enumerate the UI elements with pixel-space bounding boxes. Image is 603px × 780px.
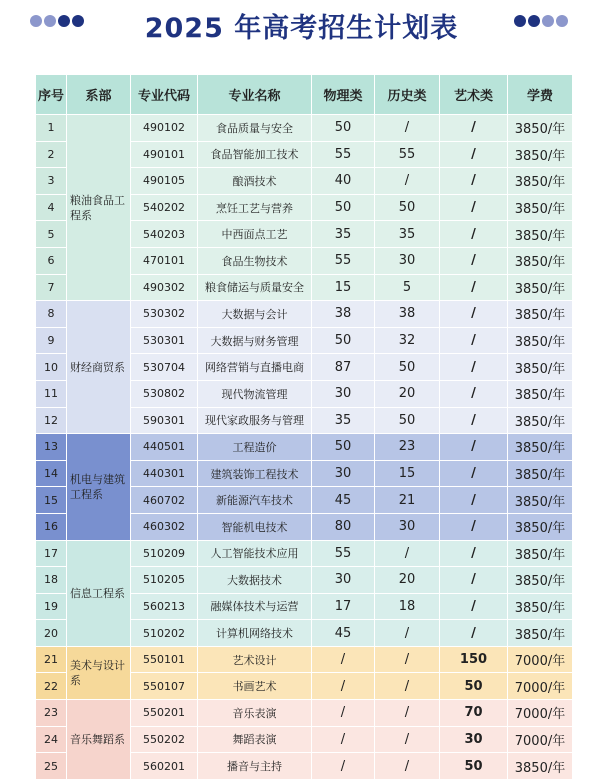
physics-quota: 50 (312, 327, 375, 354)
header-art: 艺术类 (440, 75, 508, 115)
row-index: 14 (36, 460, 67, 487)
row-index: 23 (36, 700, 67, 727)
tuition: 3850/年 (508, 354, 573, 381)
row-index: 5 (36, 221, 67, 248)
physics-quota: 50 (312, 434, 375, 461)
physics-quota: 30 (312, 460, 375, 487)
title-bar (0, 0, 603, 48)
major-code: 440301 (131, 460, 198, 487)
header-physics: 物理类 (312, 75, 375, 115)
tuition: 3850/年 (508, 141, 573, 168)
table-row (36, 540, 573, 567)
physics-quota: 30 (312, 567, 375, 594)
physics-quota: / (312, 700, 375, 727)
history-quota: 30 (375, 247, 440, 274)
tuition: 3850/年 (508, 593, 573, 620)
row-index: 24 (36, 726, 67, 753)
row-index: 6 (36, 247, 67, 274)
physics-quota: 17 (312, 593, 375, 620)
table-row (36, 301, 573, 328)
history-quota: / (375, 673, 440, 700)
row-index: 25 (36, 753, 67, 780)
major-code: 550202 (131, 726, 198, 753)
major-name: 新能源汽车技术 (198, 487, 312, 514)
art-quota: / (440, 327, 508, 354)
major-code: 560213 (131, 593, 198, 620)
major-name: 酿酒技术 (198, 168, 312, 195)
major-name: 播音与主持 (198, 753, 312, 780)
art-quota: / (440, 115, 508, 142)
history-quota: 35 (375, 221, 440, 248)
history-quota: 21 (375, 487, 440, 514)
art-quota: / (440, 354, 508, 381)
tuition: 7000/年 (508, 673, 573, 700)
physics-quota: 30 (312, 380, 375, 407)
history-quota: / (375, 753, 440, 780)
row-index: 3 (36, 168, 67, 195)
tuition: 3850/年 (508, 567, 573, 594)
history-quota: 50 (375, 354, 440, 381)
major-code: 530802 (131, 380, 198, 407)
header-major-name: 专业名称 (198, 75, 312, 115)
history-quota: 20 (375, 380, 440, 407)
history-quota: 50 (375, 194, 440, 221)
major-code: 490105 (131, 168, 198, 195)
history-quota: / (375, 620, 440, 647)
row-index: 8 (36, 301, 67, 328)
art-quota: / (440, 620, 508, 647)
major-name: 舞蹈表演 (198, 726, 312, 753)
row-index: 18 (36, 567, 67, 594)
major-code: 490102 (131, 115, 198, 142)
department-cell: 音乐舞蹈系 (67, 700, 131, 780)
history-quota: / (375, 726, 440, 753)
major-name: 书画艺术 (198, 673, 312, 700)
dot-icon (514, 15, 526, 27)
major-code: 530302 (131, 301, 198, 328)
history-quota: 30 (375, 513, 440, 540)
table-row (36, 434, 573, 461)
row-index: 16 (36, 513, 67, 540)
page-title: 2025 年高考招生计划表 (144, 13, 459, 44)
department-cell: 美术与设计系 (67, 646, 131, 699)
row-index: 15 (36, 487, 67, 514)
major-code: 490302 (131, 274, 198, 301)
tuition: 3850/年 (508, 434, 573, 461)
tuition: 7000/年 (508, 646, 573, 673)
tuition: 3850/年 (508, 540, 573, 567)
art-quota: / (440, 168, 508, 195)
tuition: 3850/年 (508, 247, 573, 274)
art-quota: 30 (440, 726, 508, 753)
art-quota: 70 (440, 700, 508, 727)
tuition: 3850/年 (508, 274, 573, 301)
row-index: 13 (36, 434, 67, 461)
row-index: 19 (36, 593, 67, 620)
art-quota: / (440, 567, 508, 594)
tuition: 3850/年 (508, 407, 573, 434)
decorative-dots-right (514, 15, 568, 27)
physics-quota: 50 (312, 194, 375, 221)
major-name: 大数据与会计 (198, 301, 312, 328)
history-quota: 23 (375, 434, 440, 461)
tuition: 3850/年 (508, 487, 573, 514)
major-code: 590301 (131, 407, 198, 434)
history-quota: / (375, 646, 440, 673)
major-name: 大数据与财务管理 (198, 327, 312, 354)
major-code: 490101 (131, 141, 198, 168)
art-quota: / (440, 141, 508, 168)
row-index: 22 (36, 673, 67, 700)
physics-quota: / (312, 753, 375, 780)
table-row (36, 700, 573, 727)
row-index: 4 (36, 194, 67, 221)
art-quota: 50 (440, 753, 508, 780)
art-quota: / (440, 301, 508, 328)
major-name: 粮食储运与质量安全 (198, 274, 312, 301)
tuition: 7000/年 (508, 700, 573, 727)
physics-quota: 55 (312, 141, 375, 168)
major-name: 建筑装饰工程技术 (198, 460, 312, 487)
row-index: 9 (36, 327, 67, 354)
tuition: 3850/年 (508, 380, 573, 407)
history-quota: 15 (375, 460, 440, 487)
art-quota: / (440, 380, 508, 407)
art-quota: 150 (440, 646, 508, 673)
tuition: 3850/年 (508, 753, 573, 780)
major-name: 人工智能技术应用 (198, 540, 312, 567)
history-quota: / (375, 700, 440, 727)
physics-quota: 45 (312, 487, 375, 514)
history-quota: 50 (375, 407, 440, 434)
physics-quota: / (312, 726, 375, 753)
major-name: 网络营销与直播电商 (198, 354, 312, 381)
major-name: 计算机网络技术 (198, 620, 312, 647)
history-quota: / (375, 540, 440, 567)
physics-quota: 55 (312, 247, 375, 274)
major-name: 食品生物技术 (198, 247, 312, 274)
major-code: 540202 (131, 194, 198, 221)
major-code: 550101 (131, 646, 198, 673)
header-tuition: 学费 (508, 75, 573, 115)
row-index: 12 (36, 407, 67, 434)
header-history: 历史类 (375, 75, 440, 115)
art-quota: / (440, 221, 508, 248)
tuition: 7000/年 (508, 726, 573, 753)
table-header-row (36, 75, 573, 115)
physics-quota: 87 (312, 354, 375, 381)
major-code: 560201 (131, 753, 198, 780)
major-code: 460302 (131, 513, 198, 540)
enrollment-plan-table (35, 74, 573, 780)
major-code: 510202 (131, 620, 198, 647)
physics-quota: 15 (312, 274, 375, 301)
major-code: 460702 (131, 487, 198, 514)
tuition: 3850/年 (508, 327, 573, 354)
table-body (36, 115, 573, 780)
row-index: 20 (36, 620, 67, 647)
row-index: 2 (36, 141, 67, 168)
history-quota: / (375, 115, 440, 142)
major-name: 大数据技术 (198, 567, 312, 594)
physics-quota: 35 (312, 221, 375, 248)
history-quota: 5 (375, 274, 440, 301)
art-quota: / (440, 194, 508, 221)
major-code: 510209 (131, 540, 198, 567)
physics-quota: 50 (312, 115, 375, 142)
physics-quota: 38 (312, 301, 375, 328)
physics-quota: 45 (312, 620, 375, 647)
major-code: 440501 (131, 434, 198, 461)
tuition: 3850/年 (508, 513, 573, 540)
physics-quota: 40 (312, 168, 375, 195)
row-index: 17 (36, 540, 67, 567)
major-name: 现代物流管理 (198, 380, 312, 407)
major-code: 530301 (131, 327, 198, 354)
row-index: 10 (36, 354, 67, 381)
dot-icon (542, 15, 554, 27)
major-name: 音乐表演 (198, 700, 312, 727)
major-name: 食品质量与安全 (198, 115, 312, 142)
physics-quota: 80 (312, 513, 375, 540)
header-major-code: 专业代码 (131, 75, 198, 115)
art-quota: 50 (440, 673, 508, 700)
department-cell: 财经商贸系 (67, 301, 131, 434)
major-code: 530704 (131, 354, 198, 381)
history-quota: 20 (375, 567, 440, 594)
history-quota: 55 (375, 141, 440, 168)
tuition: 3850/年 (508, 194, 573, 221)
history-quota: 38 (375, 301, 440, 328)
major-code: 510205 (131, 567, 198, 594)
tuition: 3850/年 (508, 301, 573, 328)
art-quota: / (440, 274, 508, 301)
row-index: 1 (36, 115, 67, 142)
table-row (36, 646, 573, 673)
physics-quota: / (312, 646, 375, 673)
physics-quota: 55 (312, 540, 375, 567)
physics-quota: 35 (312, 407, 375, 434)
dot-icon (528, 15, 540, 27)
art-quota: / (440, 434, 508, 461)
department-cell: 粮油食品工程系 (67, 115, 131, 301)
major-name: 烹饪工艺与营养 (198, 194, 312, 221)
art-quota: / (440, 487, 508, 514)
major-name: 现代家政服务与管理 (198, 407, 312, 434)
physics-quota: / (312, 673, 375, 700)
art-quota: / (440, 247, 508, 274)
department-cell: 机电与建筑工程系 (67, 434, 131, 540)
department-cell: 信息工程系 (67, 540, 131, 646)
major-name: 艺术设计 (198, 646, 312, 673)
row-index: 7 (36, 274, 67, 301)
header-index: 序号 (36, 75, 67, 115)
row-index: 11 (36, 380, 67, 407)
table-row (36, 115, 573, 142)
art-quota: / (440, 593, 508, 620)
major-name: 融媒体技术与运营 (198, 593, 312, 620)
major-name: 工程造价 (198, 434, 312, 461)
header-department: 系部 (67, 75, 131, 115)
major-code: 470101 (131, 247, 198, 274)
major-code: 540203 (131, 221, 198, 248)
row-index: 21 (36, 646, 67, 673)
major-name: 中西面点工艺 (198, 221, 312, 248)
history-quota: 32 (375, 327, 440, 354)
art-quota: / (440, 460, 508, 487)
art-quota: / (440, 407, 508, 434)
tuition: 3850/年 (508, 460, 573, 487)
tuition: 3850/年 (508, 168, 573, 195)
major-name: 智能机电技术 (198, 513, 312, 540)
history-quota: 18 (375, 593, 440, 620)
art-quota: / (440, 540, 508, 567)
dot-icon (556, 15, 568, 27)
tuition: 3850/年 (508, 115, 573, 142)
tuition: 3850/年 (508, 221, 573, 248)
major-code: 550201 (131, 700, 198, 727)
major-code: 550107 (131, 673, 198, 700)
tuition: 3850/年 (508, 620, 573, 647)
art-quota: / (440, 513, 508, 540)
history-quota: / (375, 168, 440, 195)
major-name: 食品智能加工技术 (198, 141, 312, 168)
